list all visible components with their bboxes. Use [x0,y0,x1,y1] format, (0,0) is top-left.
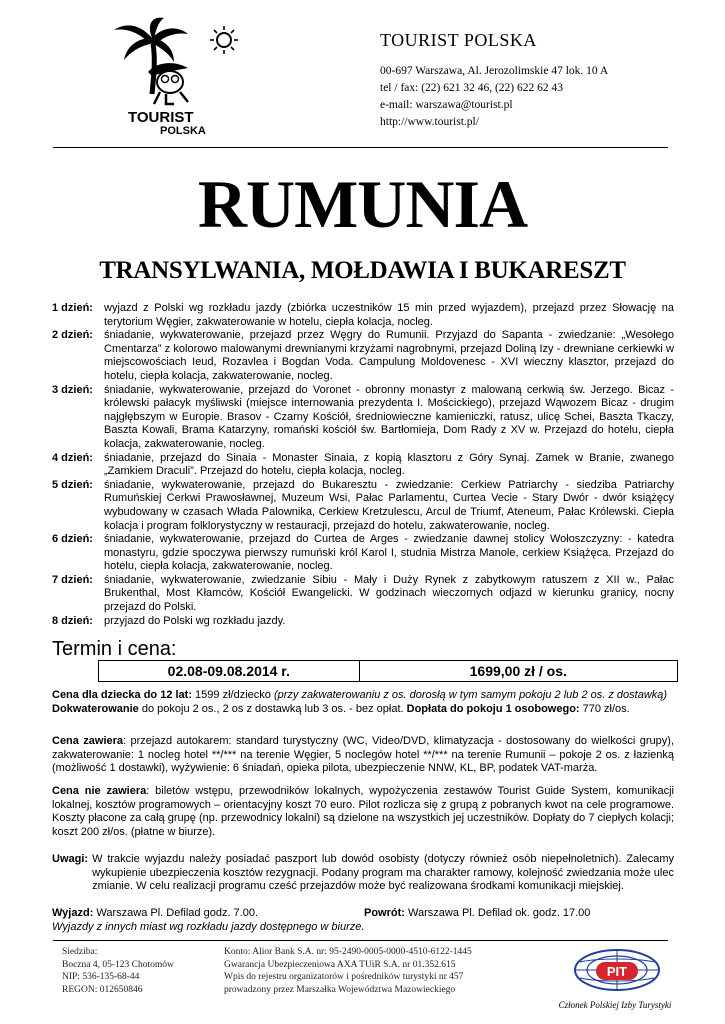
company-name: TOURIST POLSKA [380,30,537,50]
page-title: RUMUNIA [197,166,528,242]
child-price-note: (przy zakwaterowaniu z os. dorosłą w tym samym pokoju 2 lub 2 os. z dostawką) [273,689,668,701]
day-description: śniadanie, wykwaterowanie, przejazd do Bukaresztu - zwiedzanie: Cerkiew Patriarchy - siedziba Patriarchy Rumuńskiej Cerkwi Prawosławnej, Muzeum Wsi, Pałac Parlamentu, Curtea Vecie - Stary Dwór - dwór książęcy wybudowany w czasach Włada Palownika, Cerkiew Kretzulescu, Arcul de Triumf, Ateneum, Pałac Królewski. Ciepła kolacja i program folklorystyczny w restauracji, przejazd do hotelu, zakwaterowanie, nocleg. [104,478,674,532]
header-divider [53,147,668,148]
footer-line: Wpis do rejestru organizatorów i pośredników turystyki nr 457 [224,972,464,983]
itinerary-day-5 [52,479,674,533]
footer-headquarters [62,946,174,996]
includes-text: : przejazd autokarem: standard turystyczny (WC, Video/DVD, klimatyzacja - dostosowany do wielkości grupy), zakwaterowanie: 1 nocleg hotel **/*** na terenie Węgier, 5 noclegów hotel **/*** na terenie Rumunii – pokoje 2 os. z łazienką (możliwość 1 dostawki), wyżywienie: 6 śniadań, opieka pilota, ubezpieczenie NNW, KL, BP, podatek VAT-marża. [52,735,674,775]
table-row [99,661,678,682]
company-website[interactable]: http://www.tourist.pl/ [380,116,479,128]
itinerary-day-1 [52,302,674,329]
footer-line: Gwarancja Ubezpieczeniowa AXA TUiR S.A. nr 01.352.615 [224,959,456,970]
company-phone: tel / fax: (22) 621 32 46, (22) 622 62 43 [380,82,564,94]
itinerary [52,302,674,628]
pit-caption: Członek Polskiej Izby Turystyki [558,1000,672,1010]
extra-bed-text: do pokoju 2 os., 2 os z dostawką lub 3 os. - bez opłat. [138,702,407,715]
child-price-block [52,689,674,716]
day-label: 6 dzień: [52,533,93,546]
page-subtitle: TRANSYLWANIA, MOŁDAWIA I BUKARESZT [99,257,626,284]
excludes-block [52,785,674,839]
day-label: 8 dzień: [52,614,93,627]
itinerary-day-4 [52,452,674,479]
footer-line: REGON: 012650846 [62,984,143,995]
child-price-value: 1599 zł/dziecko [192,689,274,701]
day-description: śniadanie, wykwaterowanie, zwiedzanie Sibiu - Mały i Duży Rynek z zabytkowym ratuszem z XII w., Pałac Brukenthal, Most Kłamców, Kościół Ewangelicki. W godzinach wieczornych odjazd w kierunku granicy, nocny przejazd do Polski. [104,573,674,614]
day-description: śniadanie, wykwaterowanie, przejazd przez Węgry do Rumunii. Przyjazd do Sapanta - zwiedzanie: „Wesołego Cmentarza” z kolorowo malowanymi drewnianymi krzyżami nagrobnymi, przejazd Doliną Izy - drewniane cerkiewki w miejscowościach Ieud, Rozavlea i Bogdan Voda. Campulung Moldovenesc - XVI wieczny klasztor, przejazd do hotelu, ciepła kolacja, zakwaterowanie, nocleg. [104,329,674,382]
return-label: Powrót: [364,907,405,919]
itinerary-day-6 [52,533,674,574]
other-cities-note: Wyjazdy z innych miast wg rozkładu jazdy dostępnego w biurze. [52,920,365,933]
footer-line: Boczna 4, 05-123 Chotomów [62,959,174,970]
footer-line: Konto: Alior Bank S.A. nr: 95-2490-0005-0000-4510-6122-1445 [224,947,472,957]
price-table [98,660,678,682]
day-description: śniadanie, wykwaterowanie, przejazd do Curtea de Arges - zwiedzanie dawnej stolicy Wołoszczyzny: - katedra monastyru, gdzie spoczywa pierwszy rumuński król Karol I, studnia Mistrza Manole, cerkiew Książęca. Przejazd do hotelu, ciepła kolacja, zakwaterowanie, nocleg. [104,533,674,573]
company-email[interactable]: e-mail: warszawa@tourist.pl [380,99,513,111]
logo-text-tourist: TOURIST [128,109,194,126]
tourist-polska-logo [108,16,258,140]
footer-registration [224,946,472,996]
sun-icon [210,26,238,54]
includes-label: Cena zawiera [52,735,124,747]
day-description: śniadanie, wykwaterowanie, przejazd do Voronet - obronny monastyr z malowaną cerkwią św. Jerzego. Bicaz - królewski pałacyk myśliwski (miejsce internowania prezydenta I. Mościckiego), przejazd Wąwozem Bicaz - drugim najgłębszym w Europie. Brasov - Czarny Kościół, średniowieczne kamieniczki, ratusz, ulicę Schei, Baszta Tkaczy, Baszta Kowali, Brama Katarzyny, romański kościół św. Bartłomieja, Dom Rady z XV w. Przejazd do hotelu, ciepła kolacja, zakwaterowanie, nocleg. [104,383,674,450]
day-description: przyjazd do Polski wg rozkładu jazdy. [104,614,286,627]
itinerary-day-7 [52,574,674,615]
footer-line: Siedziba: [62,947,98,957]
excludes-text: : biletów wstępu, przewodników lokalnych, wypożyczenia zestawów Tourist Guide System, komunikacji lokalnej, kosztów programowych – orientacyjny koszt 70 euro. Pilot rozlicza się z grupą z pobranych kwot na cele programowe. Koszty płacone za całą grupę (np. przewodnicy lokalni) są dzielone na wszystkich jej uczestników. Dopłaty do 7 ciepłych kolacji; koszt 200 zł/os. (płatne w biurze). [52,785,675,838]
pit-logo-text: PIT [606,964,628,979]
day-label: 4 dzień: [52,451,93,464]
notes-block [52,853,674,894]
day-label: 1 dzień: [52,302,93,314]
day-label: 5 dzień: [52,478,93,491]
logo-text-polska: POLSKA [160,125,206,137]
footer-line: prowadzony przez Marszałka Województwa Mazowieckiego [224,984,456,995]
day-label: 3 dzień: [52,383,93,396]
notes-text: W trakcie wyjazdu należy posiadać paszport lub dowód osobisty (dotyczy również osób niepełnoletnich). Zalecamy wykupienie ubezpieczenia kosztów rezygnacji. Podany program ma charakter ramowy, kolejność zwiedzania może ulec zmianie. W celu realizacji programu cześć przejazdów może być realizowana środkami komunikacji miejskiej. [92,853,674,893]
notes-label: Uwagi: [52,853,89,865]
day-label: 2 dzień: [52,329,93,342]
departure-label: Wyjazd: [52,907,94,919]
single-room-value: 770 zł/os. [579,702,630,715]
company-address: 00-697 Warszawa, Al. Jerozolimskie 47 lok. 10 A [380,65,609,77]
day-label: 7 dzień: [52,573,93,586]
excludes-label: Cena nie zawiera [52,785,147,797]
includes-block [52,735,674,776]
tour-price: 1699,00 zł / os. [359,661,677,682]
company-info [380,30,608,131]
single-room-label: Dopłata do pokoju 1 osobowego: [406,702,580,715]
extra-bed-label: Dokwaterowanie [52,702,139,715]
footer-line: NIP: 536-135-68-44 [62,972,140,983]
itinerary-day-2 [52,329,674,383]
footer-divider [53,940,668,941]
return-text: Warszawa Pl. Defilad ok. godz. 17.00 [404,907,591,919]
itinerary-day-8 [52,615,674,629]
tour-date: 02.08-09.08.2014 r. [99,661,360,682]
itinerary-day-3 [52,384,674,452]
day-description: wyjazd z Polski wg rozkładu jazdy (zbiórka uczestników 15 min przed wyjazdem), przejazd przez Słowację na terytorium Węgier, zakwaterowanie w hotelu, ciepła kolacja, nocleg. [104,302,674,328]
child-price-label: Cena dla dziecka do 12 lat: [52,689,192,701]
departure-text: Warszawa Pl. Defilad godz. 7.00. [93,907,259,919]
day-description: śniadanie, przejazd do Sinaia - Monaster Sinaia, z kopią klasztoru z Góry Synaj. Zamek w Branie, zwanego „Zamkiem Draculi”. Przejazd do hotelu, ciepła kolacja, nocleg. [104,451,674,478]
termin-heading: Termin i cena: [52,638,177,660]
departure-block [52,907,674,934]
